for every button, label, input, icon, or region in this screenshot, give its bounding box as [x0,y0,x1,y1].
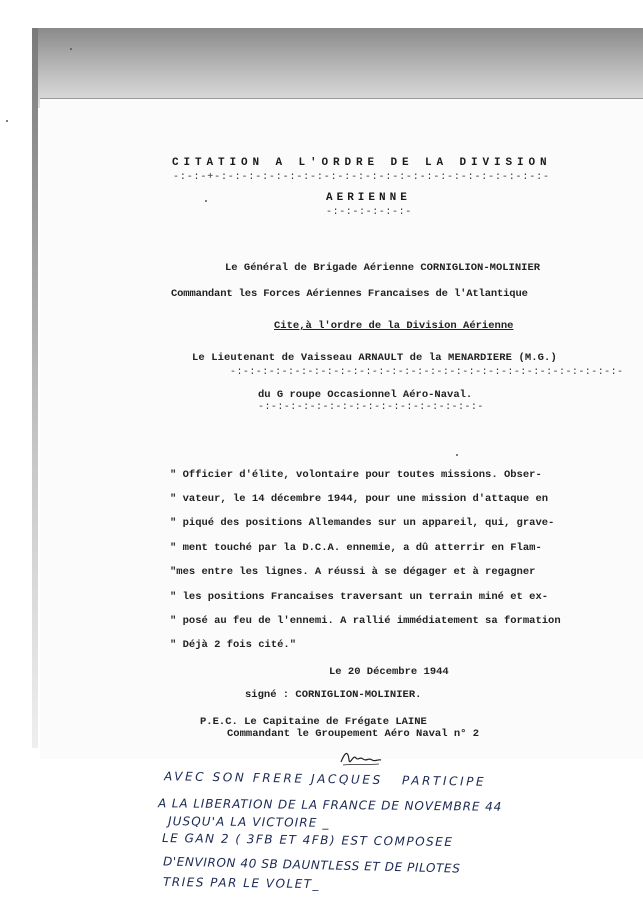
document-title-line-1: CITATION A L'ORDRE DE LA DIVISION [172,157,552,169]
scan-speck [6,120,8,122]
scan-speck [205,200,207,202]
pec-line-1: P.E.C. Le Capitaine de Frégate LAINE [200,716,427,728]
citation-text-line: "mes entre les lignes. A réussi à se dégager et à regagner [170,566,536,578]
document-title-underline-2: -:-:-:-:-:-:- [326,207,412,218]
document-title-underline-1: -:-:-+-:-:-:-:-:-:-:-:-:-:-:-:-:-:-:-:-:-:-:-:-:-:-:-:- [173,172,550,183]
citation-text-line: " Déjà 2 fois cité." [170,639,297,651]
citation-text-line: " vateur, le 14 décembre 1944, pour une mission d'attaque en [170,493,549,505]
citation-heading: Cite,à l'ordre de la Division Aérienne [274,320,514,332]
citation-text-line: " Officier d'élite, volontaire pour toutes missions. Obser- [170,469,542,481]
citation-text-line: " ment touché par la D.C.A. ennemie, a dû atterrir en Flam- [170,542,542,554]
pec-line-2: Commandant le Groupement Aéro Naval n° 2 [227,728,480,740]
issuer-line-2: Commandant les Forces Aériennes Francaises de l'Atlantique [171,288,528,300]
citation-text-line: " les positions Francaises traversant un terrain miné et ex- [170,591,549,603]
scan-speck [456,454,458,456]
signed-line: signé : CORNIGLION-MOLINIER. [245,689,422,701]
scan-shadow-left [32,28,38,748]
document-title-line-2: AERIENNE [326,192,411,204]
honoree-underline: -:-:-:-:-:-:-:-:-:-:-:-:-:-:-:-:-:-:-:-:-:-:-:-:-:-:-:-:-:-:- [230,367,624,378]
handwritten-note-line: D'ENVIRON 40 SB DAUNTLESS ET DE PILOTES [162,854,461,876]
scan-speck [70,48,72,50]
handwritten-note-line: AVEC SON FRERE JACQUES PARTICIPE [163,769,487,789]
unit-line: du G roupe Occasionnel Aéro-Naval. [258,389,473,401]
handwritten-note-line: JUSQU'A LA VICTOIRE _ [167,814,330,830]
scan-shadow-top [32,28,643,108]
handwritten-note-line: LE GAN 2 ( 3FB ET 4FB) EST COMPOSEE [161,830,454,850]
issuer-line-1: Le Général de Brigade Aérienne CORNIGLION-MOLINIER [225,262,541,274]
handwritten-note-line: TRIES PAR LE VOLET_ [162,874,321,892]
citation-date: Le 20 Décembre 1944 [329,666,449,678]
handwritten-signature [339,748,383,768]
citation-text-line: " piqué des positions Allemandes sur un appareil, qui, grave- [170,517,555,529]
honoree-line: Le Lieutenant de Vaisseau ARNAULT de la MENARDIERE (M.G.) [192,352,557,364]
citation-text-line: " posé au feu de l'ennemi. A rallié immédiatement sa formation [170,615,561,627]
handwritten-note-line: A LA LIBERATION DE LA FRANCE DE NOVEMBRE 44 [157,796,503,814]
unit-underline: -:-:-:-:-:-:-:-:-:-:-:-:-:-:-:-:-:- [258,402,484,413]
